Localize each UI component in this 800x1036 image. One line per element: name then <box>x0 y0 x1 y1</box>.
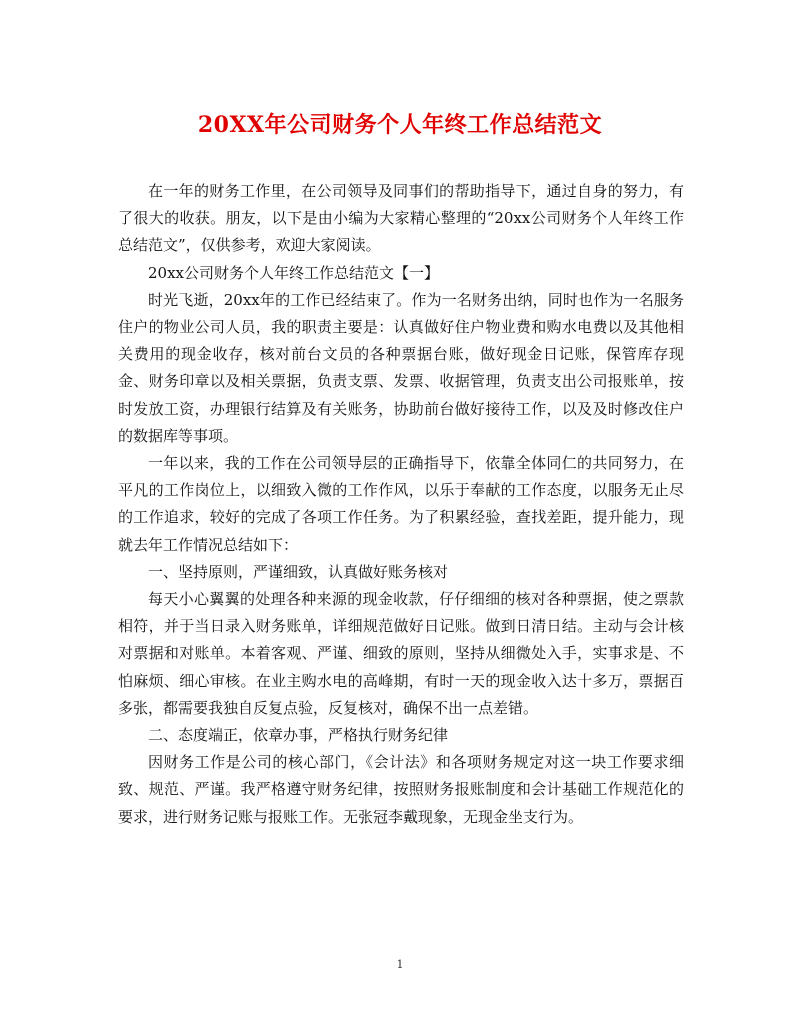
subheading-one: 一、坚持原则，严谨细致，认真做好账务核对 <box>148 562 449 581</box>
subheading-two: 二、态度端正，依章办事，严格执行财务纪律 <box>148 726 449 745</box>
document-title: 20XX年公司财务个人年终工作总结范文 <box>197 112 603 138</box>
body-paragraph: 因财务工作是公司的核心部门，《会计法》和各项财务规定对这一块工作要求细致、规范、严谨。我严格遵守财务纪律，按照财务报账制度和会计基础工作规范化的要求，进行财务记账与报账工作。无张冠李戴现象，无现金坐支行为。 <box>118 753 684 826</box>
section-heading-one: 20xx公司财务个人年终工作总结范文【一】 <box>148 263 440 282</box>
body-paragraph: 时光飞逝，20xx年的工作已经结束了。作为一名财务出纳，同时也作为一名服务住户的物业公司人员，我的职责主要是：认真做好住户物业费和购水电费以及其他相关费用的现金收存，核对前台文员的各种票据台账，做好现金日记账，保管库存现金、财务印章以及相关票据，负责支票、发票、收据管理，负责支出公司报账单，按时发放工资，办理银行结算及有关账务，协助前台做好接待工作，以及及时修改住户的数据库等事项。 <box>118 290 684 445</box>
intro-paragraph: 在一年的财务工作里，在公司领导及同事们的帮助指导下，通过自身的努力，有了很大的收获。朋友，以下是由小编为大家精心整理的“20xx公司财务个人年终工作总结范文”，仅供参考，欢迎大家阅读。 <box>118 182 684 255</box>
body-paragraph: 每天小心翼翼的处理各种来源的现金收款，仔仔细细的核对各种票据，使之票款相符，并于当日录入财务账单，详细规范做好日记账。做到日清日结。主动与会计核对票据和对账单。本着客观、严谨、细致的原则，坚持从细微处入手，实事求是、不怕麻烦、细心审核。在业主购水电的高峰期，有时一天的现金收入达十多万，票据百多张，都需要我独自反复点验，反复核对，确保不出一点差错。 <box>118 590 684 717</box>
page-number: 1 <box>396 958 404 971</box>
document-body <box>118 178 684 831</box>
body-paragraph: 一年以来，我的工作在公司领导层的正确指导下，依靠全体同仁的共同努力，在平凡的工作岗位上，以细致入微的工作作风，以乐于奉献的工作态度，以服务无止尽的工作追求，较好的完成了各项工作任务。为了积累经验，查找差距，提升能力，现就去年工作情况总结如下： <box>118 454 684 554</box>
